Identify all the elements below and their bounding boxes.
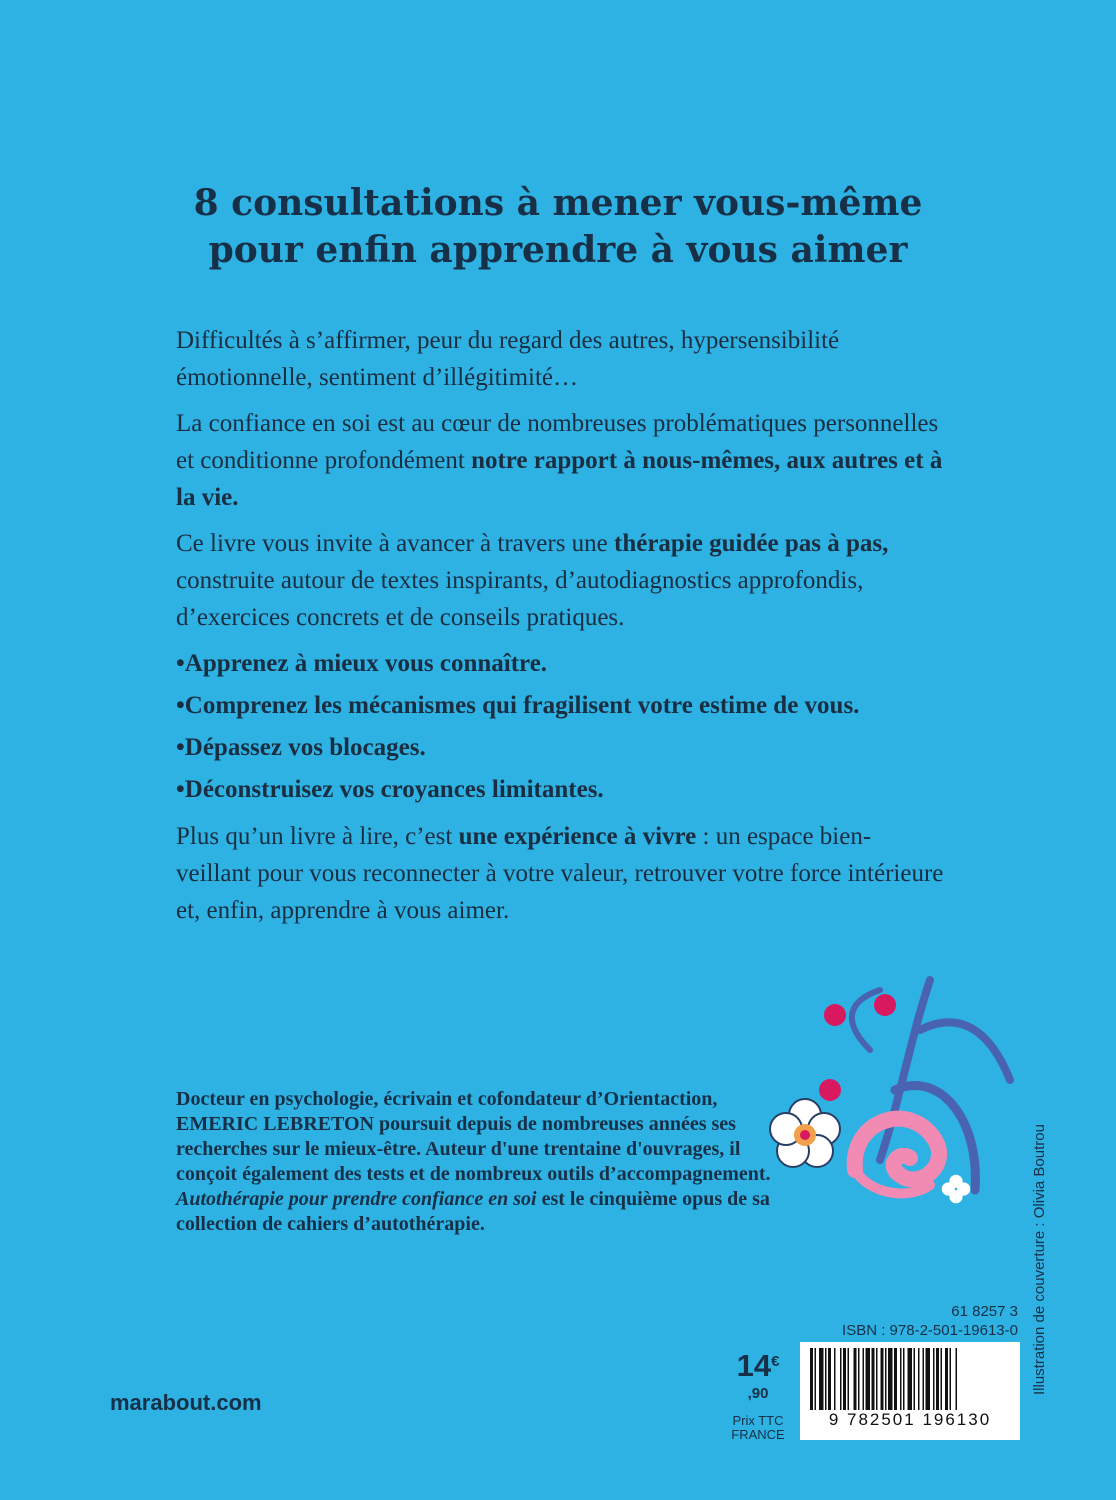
blurb-p4-text: Plus qu’un livre à lire, c’est (176, 823, 459, 850)
barcode-bar (941, 1348, 943, 1410)
barcode-bar (950, 1348, 952, 1410)
barcode-bar (936, 1348, 939, 1410)
blurb-paragraph-3 (176, 525, 946, 636)
barcode-bar (866, 1348, 871, 1410)
blurb-p2-bold: notre rapport à nous-mêmes, aux autres et à la vie. (176, 447, 943, 511)
barcode-bar (956, 1348, 958, 1410)
benefit-item: • Comprenez les mécanismes qui fragilisent votre estime de vous. (176, 687, 946, 724)
illustration-credit: Illustration de couverture : Olivia Boutrou (1031, 1124, 1048, 1395)
barcode-bar (848, 1348, 850, 1410)
barcode-bar (881, 1348, 884, 1410)
barcode-bar (872, 1348, 875, 1410)
price-label-line-2: FRANCE (731, 1427, 785, 1442)
barcode-bar (840, 1348, 842, 1410)
author-bio (176, 1087, 776, 1237)
barcode-bar (923, 1348, 925, 1410)
barcode-bar (914, 1348, 916, 1410)
barcode-bar (815, 1348, 817, 1410)
benefit-item: • Apprenez à mieux vous connaître. (176, 645, 946, 682)
publisher-website: marabout.com (110, 1390, 262, 1415)
barcode-bar (819, 1348, 824, 1410)
product-identifiers (800, 1302, 1018, 1340)
headline-line-2: pour enfin apprendre à vous aimer (208, 229, 908, 271)
blurb-p1-text: Difficultés à s’affirmer, peur du regard des autres, hypersensibilité émotionnelle, sentiment d’illégitimité… (176, 327, 840, 391)
price-currency: € (771, 1353, 780, 1370)
barcode-bar (854, 1348, 857, 1410)
blurb-p2-text: La confiance en soi est au cœur de nombreuses problématiques personnelles et conditionne profondément (176, 410, 939, 474)
barcode-bar (825, 1348, 827, 1410)
blurb-p3-end: construite autour de textes inspirants, d’autodiagnostics approfondis, d’exercices concrets et de conseils pratiques. (176, 567, 864, 631)
floral-illustration (760, 960, 1030, 1220)
blurb-paragraph-4 (176, 818, 946, 929)
barcode-bar (908, 1348, 913, 1410)
barcode-bar (888, 1348, 893, 1410)
barcode-bar (858, 1348, 860, 1410)
barcode (800, 1342, 1020, 1440)
blurb-paragraph-2 (176, 405, 946, 516)
headline-line-1: 8 consultations à mener vous-même (193, 182, 923, 224)
barcode-bar (885, 1348, 887, 1410)
blurb-paragraph-1 (176, 322, 946, 396)
barcode-bar (834, 1348, 836, 1410)
price-label-line-1: Prix TTC (732, 1413, 784, 1428)
price-tag (722, 1350, 794, 1442)
barcode-bar (876, 1348, 878, 1410)
benefit-item: • Déconstruisez vos croyances limitantes. (176, 771, 946, 808)
isbn: ISBN : 978-2-501-19613-0 (842, 1322, 1018, 1339)
barcode-bar (894, 1348, 897, 1410)
barcode-bar (810, 1348, 813, 1410)
barcode-number: 9 782501 196130 (828, 1410, 992, 1429)
product-code: 61 8257 3 (951, 1303, 1018, 1320)
benefit-list (176, 645, 946, 808)
blurb-p3-text: Ce livre vous invite à avancer à travers une (176, 530, 615, 557)
blurb-p3-bold: thérapie guidée pas à pas, (614, 530, 889, 557)
barcode-bar (918, 1348, 920, 1410)
blurb-p4-bold: une expérience à vivre (458, 823, 697, 850)
barcode-bars (810, 1348, 1010, 1410)
headline (0, 180, 1116, 274)
barcode-bar (863, 1348, 865, 1410)
price-main: 14 (736, 1348, 772, 1383)
barcode-bar (926, 1348, 931, 1410)
barcode-bar (933, 1348, 935, 1410)
price-cents: ,90 (747, 1385, 769, 1402)
blurb-p4-end: : un espace bien-veillant pour vous reconnecter à votre valeur, retrouver votre force intérieure et, enfin, apprendre à vous aimer. (176, 823, 944, 924)
barcode-bar (903, 1348, 905, 1410)
book-title: Autothérapie pour prendre confiance en soi (176, 1188, 537, 1210)
barcode-bar (945, 1348, 948, 1410)
barcode-bar (900, 1348, 902, 1410)
author-bio-end: est le cinquième opus de sa collection de cahiers d’autothérapie. (176, 1188, 770, 1235)
author-bio-text: Docteur en psychologie, écrivain et cofondateur d’Orientaction, EMERIC LEBRETON poursuit depuis de nombreuses années ses recherches sur le mieux-être. Auteur d'une trentaine d'ouvrages, il conçoit également des tests et de nombreux outils d’accompagnement. (176, 1088, 771, 1185)
benefit-item: • Dépassez vos blocages. (176, 729, 946, 766)
price-amount (722, 1350, 794, 1414)
barcode-bar (843, 1348, 846, 1410)
barcode-bar (828, 1348, 831, 1410)
blurb (176, 322, 946, 938)
